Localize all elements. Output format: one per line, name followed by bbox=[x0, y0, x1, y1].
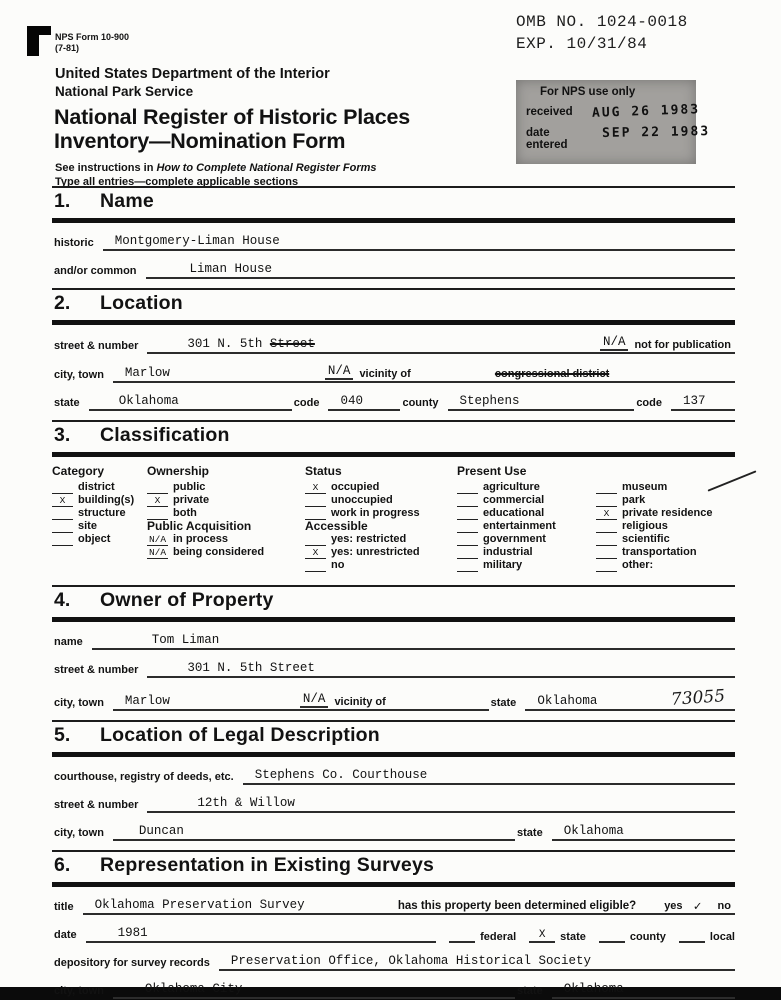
state-label: state bbox=[517, 827, 543, 839]
city-field bbox=[113, 823, 515, 841]
checkbox-buildings: X building(s) bbox=[52, 494, 147, 507]
common-name-row bbox=[52, 261, 735, 279]
date-entered-stamp: SEP 22 1983 bbox=[601, 124, 711, 141]
checkbox-work-in-progress: work in progress bbox=[305, 507, 457, 520]
level-federal: federal bbox=[449, 931, 516, 943]
name-field bbox=[92, 632, 735, 650]
checkbox-mark bbox=[457, 545, 478, 546]
checkbox-mark: X bbox=[596, 509, 617, 520]
nps-use-stamp-box bbox=[516, 80, 711, 164]
survey-title-row bbox=[52, 897, 735, 915]
survey-title-value: Oklahoma Preservation Survey bbox=[94, 898, 305, 912]
agency-title: National Park Service bbox=[55, 84, 194, 99]
received-label: received bbox=[526, 106, 573, 118]
historic-field bbox=[103, 233, 735, 251]
section1-title: Name bbox=[100, 190, 154, 212]
form-title-line1: National Register of Historic Places bbox=[54, 105, 411, 129]
checkbox-being-considered: N/A being considered bbox=[148, 546, 265, 558]
present-use-left bbox=[457, 465, 596, 572]
state-label: state bbox=[490, 697, 517, 709]
street-field bbox=[147, 335, 735, 354]
city-field bbox=[113, 364, 735, 383]
checkbox-mark bbox=[679, 941, 705, 943]
checkbox-mark: X bbox=[529, 930, 555, 943]
courthouse-label: courthouse, registry of deeds, etc. bbox=[54, 771, 234, 783]
congressional-district-struck: congressional district bbox=[494, 368, 610, 380]
not-for-publication-na: N/A bbox=[600, 335, 629, 351]
code-field: 137 bbox=[671, 393, 735, 411]
checkbox-yes-unrestricted: X yes: unrestricted bbox=[305, 546, 457, 559]
accessible-heading: Accessible bbox=[305, 519, 368, 533]
checkbox-mark bbox=[596, 571, 617, 572]
department-title: United States Department of the Interior bbox=[55, 66, 330, 82]
owner-city-row bbox=[52, 688, 735, 711]
checkbox-mark bbox=[457, 519, 478, 520]
present-use-column bbox=[457, 465, 735, 572]
section3-header: 3. Classification bbox=[52, 420, 735, 457]
state-label: state bbox=[54, 397, 80, 409]
checkbox-mark bbox=[596, 493, 617, 494]
omb-expiration: EXP. 10/31/84 bbox=[516, 34, 648, 53]
date-field bbox=[86, 925, 436, 943]
checkbox-mark: N/A bbox=[148, 547, 167, 558]
section2-title: Location bbox=[100, 292, 183, 314]
checkbox-mark bbox=[305, 506, 326, 507]
present-use-right bbox=[596, 465, 735, 572]
checkbox-mark bbox=[596, 558, 617, 559]
checkbox-both: both bbox=[147, 507, 305, 520]
date-entered-label: date entered bbox=[526, 127, 568, 151]
courthouse-row bbox=[52, 767, 735, 785]
checkbox-mark bbox=[52, 545, 73, 546]
common-field bbox=[146, 261, 735, 279]
ownership-heading: Ownership bbox=[147, 464, 210, 478]
state-field bbox=[525, 688, 735, 711]
omb-block bbox=[516, 12, 688, 55]
ownership-column bbox=[147, 465, 305, 572]
checkbox-industrial: industrial bbox=[457, 546, 596, 559]
checkbox-commercial: commercial bbox=[457, 494, 596, 507]
checkbox-object: object bbox=[52, 533, 147, 546]
checkbox-mark bbox=[305, 545, 326, 546]
struck-word: Street bbox=[269, 337, 315, 351]
checkbox-mark bbox=[52, 532, 73, 533]
checkbox-private-residence: X private residence bbox=[596, 507, 735, 520]
owner-name-value: Tom Liman bbox=[151, 633, 220, 647]
state-field: Oklahoma bbox=[89, 393, 292, 411]
survey-date-value: 1981 bbox=[117, 926, 148, 940]
legal-street-row bbox=[52, 795, 735, 813]
checkbox-mark bbox=[305, 571, 326, 572]
courthouse-field bbox=[243, 767, 735, 785]
depository-row bbox=[52, 953, 735, 971]
checkbox-district: district bbox=[52, 481, 147, 494]
section6-title: Representation in Existing Surveys bbox=[100, 854, 435, 876]
common-label: and/or common bbox=[54, 265, 137, 277]
checkbox-mark: X bbox=[52, 496, 73, 507]
checkbox-mark bbox=[457, 532, 478, 533]
level-local: local bbox=[679, 931, 735, 943]
classification-grid bbox=[52, 465, 735, 576]
form-title-line2: Inventory—Nomination Form bbox=[54, 128, 346, 153]
checkbox-military: military bbox=[457, 559, 596, 572]
checkbox-public: public bbox=[147, 481, 305, 494]
checkbox-mark bbox=[599, 941, 625, 943]
location-state-row bbox=[52, 393, 735, 411]
checkbox-occupied: X occupied bbox=[305, 481, 457, 494]
depository-label: depository for survey records bbox=[54, 957, 210, 969]
checkbox-scientific: scientific bbox=[596, 533, 735, 546]
legal-city-value: Duncan bbox=[138, 824, 184, 838]
code-label: code bbox=[636, 397, 662, 409]
checkbox-mark: X bbox=[147, 496, 168, 507]
county-field: Stephens bbox=[448, 393, 635, 411]
state-field bbox=[552, 823, 735, 841]
survey-title-field bbox=[83, 897, 735, 915]
city-label: city, town bbox=[54, 827, 104, 839]
legal-street-value: 12th & Willow bbox=[197, 796, 295, 810]
survey-state-value: Oklahoma bbox=[563, 982, 624, 996]
city-value: Marlow bbox=[124, 366, 170, 380]
stamp-header: For NPS use only bbox=[540, 86, 636, 98]
historic-label: historic bbox=[54, 237, 94, 249]
code-field: 040 bbox=[328, 393, 400, 411]
no-label: no bbox=[717, 900, 731, 912]
section2-header: 2. Location bbox=[52, 288, 735, 325]
city-label: city, town bbox=[54, 697, 104, 709]
historic-name-row bbox=[52, 233, 735, 251]
common-value: Liman House bbox=[189, 262, 273, 276]
checkbox-mark bbox=[457, 506, 478, 507]
vicinity-na: N/A bbox=[300, 692, 329, 708]
checkbox-mark: X bbox=[305, 548, 326, 559]
legal-state-value: Oklahoma bbox=[563, 824, 624, 838]
checkbox-mark bbox=[52, 519, 73, 520]
historic-value: Montgomery-Liman House bbox=[114, 234, 280, 248]
instruction-line2: Type all entries—complete applicable sections bbox=[55, 175, 299, 188]
status-column bbox=[305, 465, 457, 572]
street-field bbox=[147, 660, 735, 678]
checkbox-structure: structure bbox=[52, 507, 147, 520]
checkbox-entertainment: entertainment bbox=[457, 520, 596, 533]
form-number: NPS Form 10-900 (7-81) bbox=[55, 32, 130, 53]
checkbox-site: site bbox=[52, 520, 147, 533]
vicinity-group: N/A vicinity of bbox=[300, 692, 386, 708]
checkbox-mark bbox=[52, 493, 73, 494]
not-for-publication: N/A not for publication bbox=[600, 335, 731, 351]
section5-title: Location of Legal Description bbox=[100, 724, 380, 746]
code-label: code bbox=[293, 397, 320, 409]
category-column bbox=[52, 465, 147, 572]
depository-field bbox=[219, 953, 735, 971]
checkbox-mark bbox=[596, 532, 617, 533]
checkbox-no: no bbox=[305, 559, 457, 572]
received-row bbox=[526, 102, 701, 121]
section4-title: Owner of Property bbox=[100, 589, 274, 611]
checkbox-park: park bbox=[596, 494, 735, 507]
checkbox-religious: religious bbox=[596, 520, 735, 533]
name-label: name bbox=[54, 636, 83, 648]
eligible-yes-mark: ✓ bbox=[693, 899, 702, 914]
section4-header: 4. Owner of Property bbox=[52, 585, 735, 622]
checkbox-other: other: bbox=[596, 559, 735, 572]
street-value: 301 N. 5th Street bbox=[187, 337, 315, 351]
city-field bbox=[113, 981, 515, 999]
survey-date-row bbox=[52, 925, 735, 943]
checkbox-private: X private bbox=[147, 494, 305, 507]
status-heading: Status bbox=[305, 464, 342, 478]
section6-header: 6. Representation in Existing Surveys bbox=[52, 850, 735, 887]
city-label: city, town bbox=[54, 985, 104, 997]
owner-city-value: Marlow bbox=[124, 694, 170, 708]
checkbox-government: government bbox=[457, 533, 596, 546]
checkbox-mark: X bbox=[305, 483, 326, 494]
checkbox-in-process: N/A in process bbox=[148, 533, 229, 545]
eligible-question: has this property been determined eligible? bbox=[397, 900, 637, 912]
survey-city-row bbox=[52, 981, 735, 999]
checkbox-mark bbox=[457, 558, 478, 559]
city-field bbox=[113, 692, 489, 711]
checkbox-transportation: transportation bbox=[596, 546, 735, 559]
instruction-line1: See instructions in How to Complete National Register Forms bbox=[55, 162, 377, 174]
yes-label: yes bbox=[664, 900, 683, 912]
category-heading: Category bbox=[52, 464, 105, 478]
scan-blot bbox=[27, 26, 51, 35]
checkbox-mark bbox=[457, 571, 478, 572]
section1-header: 1. Name bbox=[52, 186, 735, 223]
street-field bbox=[147, 795, 735, 813]
section5-header: 5. Location of Legal Description bbox=[52, 720, 735, 757]
survey-city-value: Oklahoma City bbox=[144, 982, 243, 996]
level-county: county bbox=[599, 931, 666, 943]
checkbox-mark bbox=[596, 545, 617, 546]
county-label: county bbox=[402, 397, 439, 409]
state-label: state bbox=[517, 985, 543, 997]
checkbox-educational: educational bbox=[457, 507, 596, 520]
section3-title: Classification bbox=[100, 424, 230, 446]
courthouse-value: Stephens Co. Courthouse bbox=[254, 768, 428, 782]
checkbox-mark: N/A bbox=[148, 534, 167, 545]
owner-street-value: 301 N. 5th Street bbox=[187, 661, 315, 675]
form-title bbox=[54, 106, 410, 153]
city-label: city, town bbox=[54, 369, 104, 381]
checkbox-agriculture: agriculture bbox=[457, 481, 596, 494]
owner-state-value: Oklahoma bbox=[537, 694, 598, 708]
date-label: date bbox=[54, 929, 77, 941]
vicinity-na: N/A bbox=[325, 364, 354, 380]
checkbox-mark bbox=[147, 493, 168, 494]
handwritten-zip: 73055 bbox=[670, 686, 726, 710]
state-field bbox=[552, 981, 735, 999]
omb-number: OMB NO. 1024-0018 bbox=[516, 13, 688, 31]
checkbox-mark bbox=[596, 506, 617, 507]
location-city-row bbox=[52, 364, 735, 383]
vicinity-group: N/A vicinity of bbox=[325, 364, 495, 380]
title-label: title bbox=[54, 901, 74, 913]
checkbox-mark bbox=[457, 493, 478, 494]
checkbox-mark bbox=[449, 941, 475, 943]
street-label: street & number bbox=[54, 340, 139, 352]
owner-street-row bbox=[52, 660, 735, 678]
legal-city-row bbox=[52, 823, 735, 841]
received-date-stamp: AUG 26 1983 bbox=[591, 102, 701, 121]
checkbox-unoccupied: unoccupied bbox=[305, 494, 457, 507]
present-use-heading: Present Use bbox=[457, 464, 527, 478]
public-acquisition-heading: Public Acquisition bbox=[147, 519, 252, 533]
street-label: street & number bbox=[54, 664, 139, 676]
street-label: street & number bbox=[54, 799, 139, 811]
location-street-row bbox=[52, 335, 735, 354]
checkbox-yes-restricted: yes: restricted bbox=[305, 533, 457, 546]
checkbox-museum: museum bbox=[596, 481, 735, 494]
depository-value: Preservation Office, Oklahoma Historical Society bbox=[230, 954, 591, 968]
owner-name-row bbox=[52, 632, 735, 650]
level-state: X state bbox=[529, 930, 586, 943]
date-entered-row bbox=[526, 124, 711, 151]
